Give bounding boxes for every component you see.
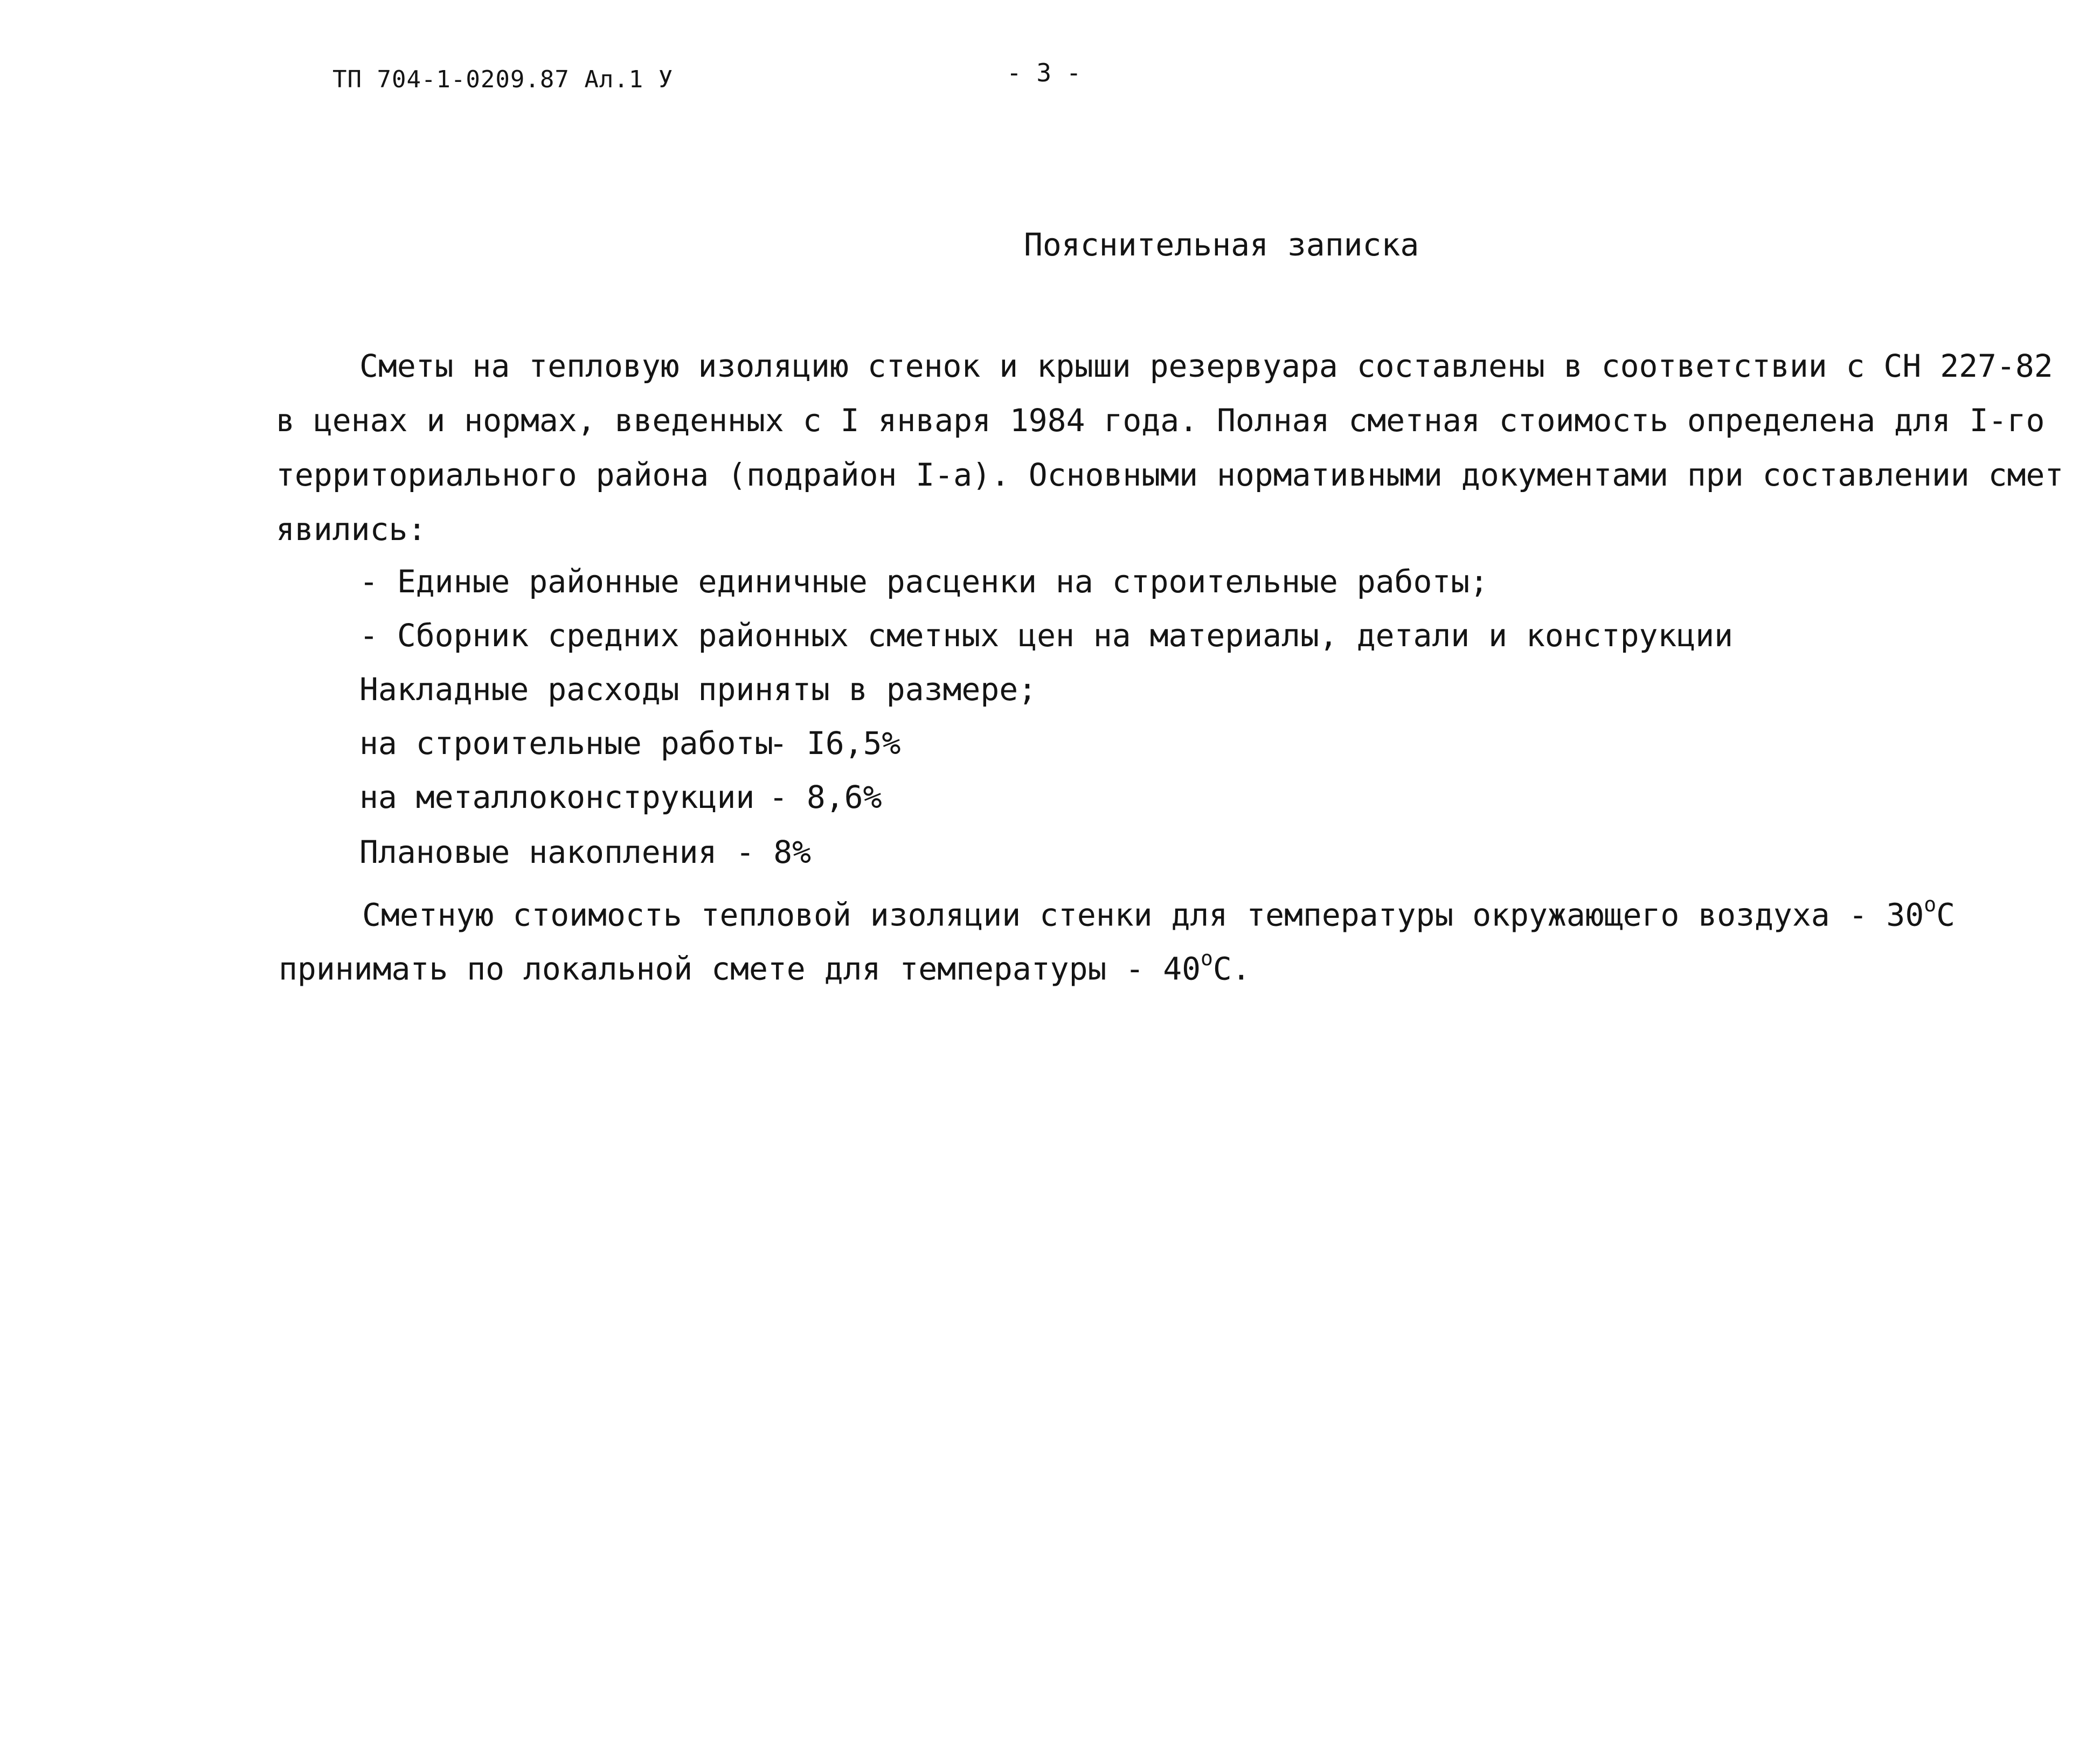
temperature-note-text-2: принимать по локальной смете для температуры - 40	[279, 950, 1201, 987]
overhead-construction-row	[359, 725, 901, 762]
paragraph-line-1: Сметы на тепловую изоляцию стенок и крыши резервуара составлены в соответствии с СН 227-82	[359, 348, 2053, 384]
paragraph-line-2: в ценах и нормах, введенных с I января 1984 года. Полная сметная стоимость определена для I-го	[276, 402, 2045, 439]
temperature-note-line-1	[362, 893, 1956, 933]
overhead-metal-row	[359, 779, 882, 815]
overhead-construction-value: - I6,5%	[769, 725, 901, 762]
list-item: - Сборник средних районных сметных цен на материалы, детали и конструкции	[359, 617, 1734, 654]
overhead-construction-label: на строительные работы	[359, 725, 774, 762]
temperature-note-line-2	[279, 946, 1251, 987]
overhead-heading: Накладные расходы приняты в размере;	[359, 671, 1037, 708]
degree-sign: о	[1924, 893, 1937, 916]
page-number: - 3 -	[1007, 58, 1082, 87]
degree-sign: о	[1201, 946, 1213, 970]
list-item: - Единые районные единичные расценки на строительные работы;	[359, 563, 1489, 600]
overhead-metal-label: на металлоконструкции	[359, 779, 755, 815]
paragraph-line-4: явились:	[276, 511, 427, 548]
paragraph-line-3: территориального района (подрайон I-а). Основными нормативными документами при составлении смет	[276, 456, 2064, 493]
document-code: ТП 704-1-0209.87 Ал.1 У	[332, 66, 674, 93]
planned-savings: Плановые накопления - 8%	[359, 834, 812, 870]
overhead-metal-value: - 8,6%	[769, 779, 882, 815]
temperature-note-text-1: Сметную стоимость тепловой изоляции стенки для температуры окружающего воздуха - 30	[362, 896, 1924, 933]
page-title: Пояснительная записка	[1024, 226, 1419, 263]
temperature-unit: С.	[1212, 950, 1251, 987]
temperature-unit: С	[1936, 896, 1956, 933]
